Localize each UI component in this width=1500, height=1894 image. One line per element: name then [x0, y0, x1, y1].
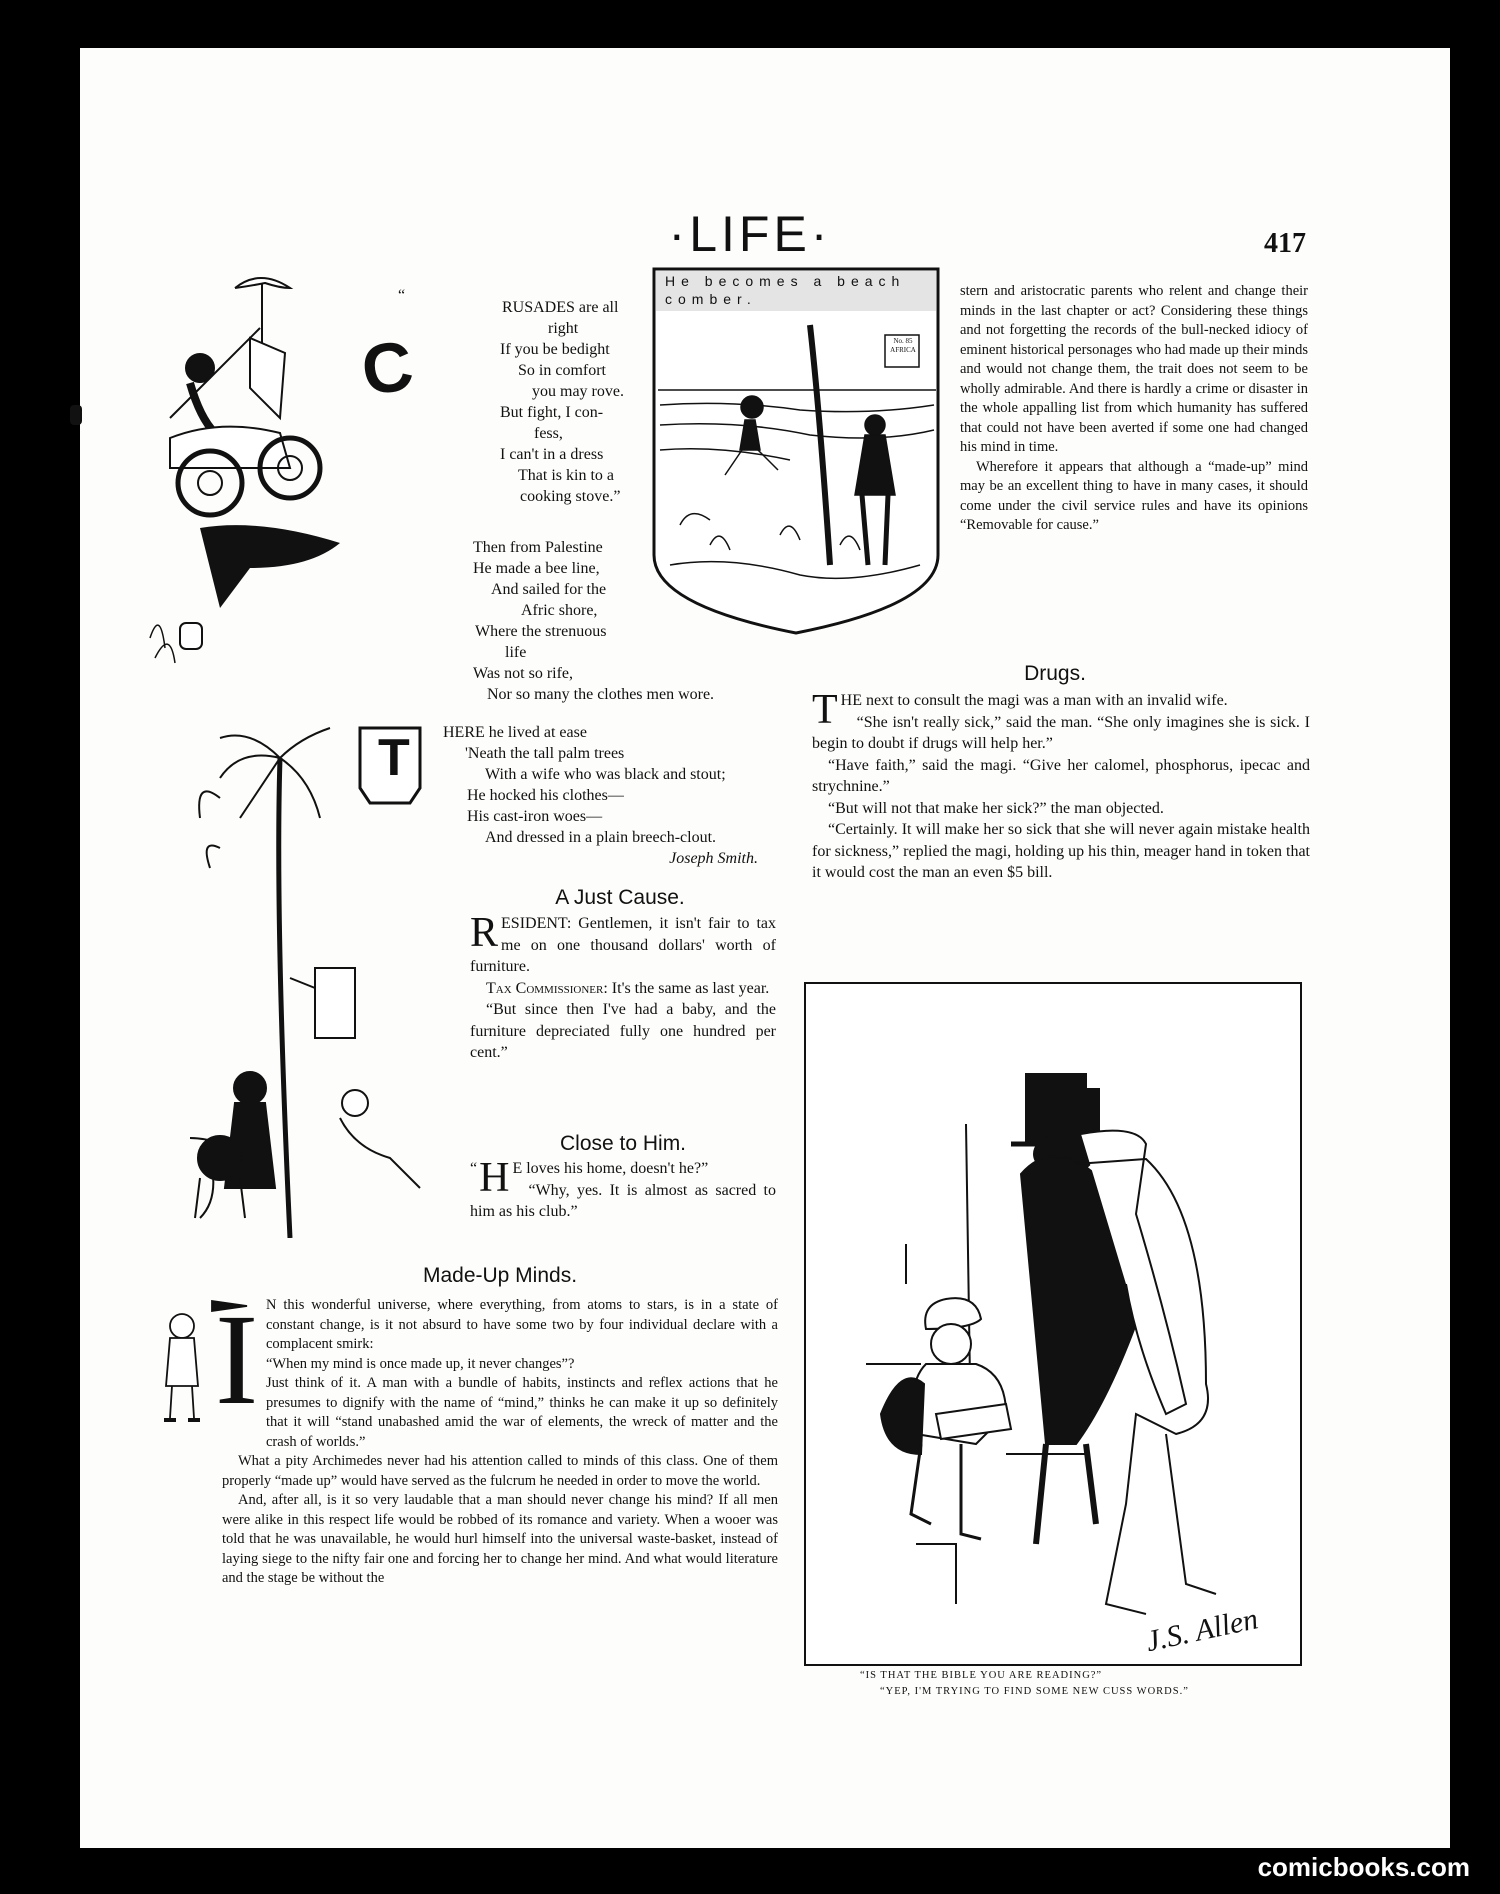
poem-line: life [505, 644, 527, 661]
made-up-minds-p2: “When my mind is once made up, it never changes”? [266, 1355, 575, 1372]
poem-author: Joseph Smith. [669, 850, 758, 867]
just-cause-p1: ESIDENT: Gentlemen, it isn't fair to tax me on one thousand dollars' worth of furniture. [470, 915, 776, 975]
drugs-body [812, 687, 1310, 884]
page-number: 417 [1264, 228, 1306, 259]
dropcap-c: C [356, 325, 418, 411]
poem-line: you may rove. [532, 383, 624, 400]
drugs-p5: “Certainly. It will make her so sick that she will never again mistake health for sickness,” replied the magi, holding up his thin, meager hand in token that it would cost the man an even $5 bill. [812, 821, 1310, 881]
made-up-minds-p3: Just think of it. A man with a bundle of habits, instincts and reflex actions that he presumes to dignify with the name of “mind,” thinks he can make it up so definitely that it will “stand unabashed amid the war of elements, the wreck of matter and the crash of worlds.” [266, 1375, 778, 1450]
made-up-minds-p5: And, after all, is it so very laudable that a man should never change his mind? If all men were alike in this respect life would be robbed of its romance and variety. When a wooer was told that he was unavailable, he would hurl himself into the universal waste-basket, instead of laying siege to the nifty fair one and forcing her to change her mind. And what would literature and the stage be without the [222, 1492, 778, 1586]
just-cause-body [470, 910, 776, 1064]
just-cause-p2: : It's the same as last year. [603, 979, 770, 997]
beachcomber-caption: He becomes a beach comber. [665, 273, 906, 307]
poem-line: But fight, I con- [500, 404, 604, 421]
masthead-title: ·LIFE· [668, 206, 832, 262]
poem-line: fess, [534, 425, 563, 442]
poem-line: 'Neath the tall palm trees [465, 745, 625, 762]
made-up-minds-body [222, 1296, 778, 1589]
poem-line: So in comfort [518, 362, 606, 379]
poem-stanza-1 [398, 287, 645, 507]
made-up-minds-dropcap: I [215, 1288, 259, 1432]
poem-line: He hocked his clothes— [467, 787, 624, 804]
close-to-him-p1: E loves his home, doesn't he?” [512, 1160, 709, 1177]
crusader-car-illustration [140, 268, 405, 673]
close-to-him-heading: Close to Him. [559, 1132, 687, 1155]
beachcomber-illustration [650, 265, 942, 637]
drugs-p3: “Have faith,” said the magi. “Give her calomel, phosphorus, ipecac and strychnine.” [812, 756, 1310, 795]
just-cause-p3: “But since then I've had a baby, and the furniture depreciated fully one hundred per cent.” [470, 1001, 776, 1061]
poem-open-quote: “ [398, 287, 406, 304]
just-cause-dropcap: R [470, 910, 499, 956]
drugs-p1: HE next to consult the magi was a man with an invalid wife. [840, 692, 1228, 709]
poem-line: And sailed for the [491, 581, 607, 598]
palm-tree-illustration [180, 718, 460, 1238]
poem-line: Then from Palestine [473, 539, 603, 556]
made-up-minds-cont: stern and aristocratic parents who relent and change their minds in the last chapter or act? Considering these things and not forgetting the records of the bull-necked idiocy of eminent historical personages who had made up their minds and would not change them, the trait does not seem to be wholly admirable. And there is hardly a crime or disaster in the whole appalling list from which humanity has suffered that could not have been averted if some one had changed his mind in time. [960, 283, 1308, 455]
just-cause-speaker: Tax Commissioner [486, 979, 604, 997]
poem-line: If you be bedight [500, 341, 610, 358]
cartoon-caption-line-1: “IS THAT THE BIBLE YOU ARE READING?” [860, 1670, 1103, 1681]
just-cause-heading: A Just Cause. [555, 886, 685, 909]
made-up-minds-p1: N this wonderful universe, where everything, from atoms to stars, is in a state of constant change, is it not absurd to have some two by four individual declare with a complacent smirk: [266, 1297, 778, 1352]
drugs-p2: “She isn't really sick,” said the man. “She only imagines she is sick. I begin to doubt if drugs will help her.” [812, 713, 1310, 752]
made-up-minds-heading: Made-Up Minds. [422, 1264, 578, 1287]
dropcap-t: T [378, 729, 410, 787]
made-up-minds-p4: What a pity Archimedes never had his attention called to minds of this class. One of them properly “made up” would have served as the fulcrum he needed in order to move the world. [222, 1453, 778, 1489]
close-to-him-dropcap: H [479, 1155, 510, 1201]
africa-sign: No. 85 AFRICA [890, 337, 916, 354]
poem-stanza-3 [443, 722, 778, 869]
drugs-heading: Drugs. [1024, 662, 1086, 685]
poem-line: Nor so many the clothes men wore. [487, 686, 715, 703]
poem-line: With a wife who was black and stout; [485, 766, 726, 783]
drugs-dropcap: T [812, 687, 838, 733]
poem-line: And dressed in a plain breech-clout. [485, 829, 717, 846]
poem-line: His cast-iron woes— [467, 808, 603, 825]
poem-line: I can't in a dress [500, 446, 604, 463]
made-up-minds-continued [960, 282, 1308, 536]
cartoon-signature: J.S. Allen [1142, 1602, 1261, 1659]
close-to-him-p2: “Why, yes. It is almost as sacred to him as his club.” [470, 1181, 776, 1220]
made-up-minds-p6: Wherefore it appears that although a “made-up” mind may be an excellent thing to have in many cases, it should come under the civil service rules and have its opinions “Removable for cause.” [960, 458, 1308, 533]
cartoon-caption [860, 1668, 1280, 1700]
poem-line: Afric shore, [521, 602, 598, 619]
drugs-p4: “But will not that make her sick?” the man objected. [828, 799, 1164, 817]
cartoon-caption-line-2: “YEP, I'M TRYING TO FIND SOME NEW CUSS WORDS.” [880, 1686, 1189, 1697]
site-watermark: comicbooks.com [1257, 1852, 1470, 1882]
close-to-him-quote: “ [470, 1160, 478, 1177]
close-to-him-body [470, 1155, 776, 1223]
poem-line: That is kin to a [518, 467, 614, 484]
poem-line: RUSADES are all [502, 299, 619, 316]
binding-hole [70, 405, 82, 425]
poem-line: cooking stove.” [520, 488, 621, 505]
poem-line: HERE he lived at ease [443, 724, 587, 741]
poem-line: He made a bee line, [473, 560, 600, 577]
poem-line: Where the strenuous [475, 623, 607, 640]
bible-cartoon-illustration [806, 984, 1300, 1664]
poem-line: Was not so rife, [473, 665, 574, 682]
poem-line: right [548, 320, 579, 337]
